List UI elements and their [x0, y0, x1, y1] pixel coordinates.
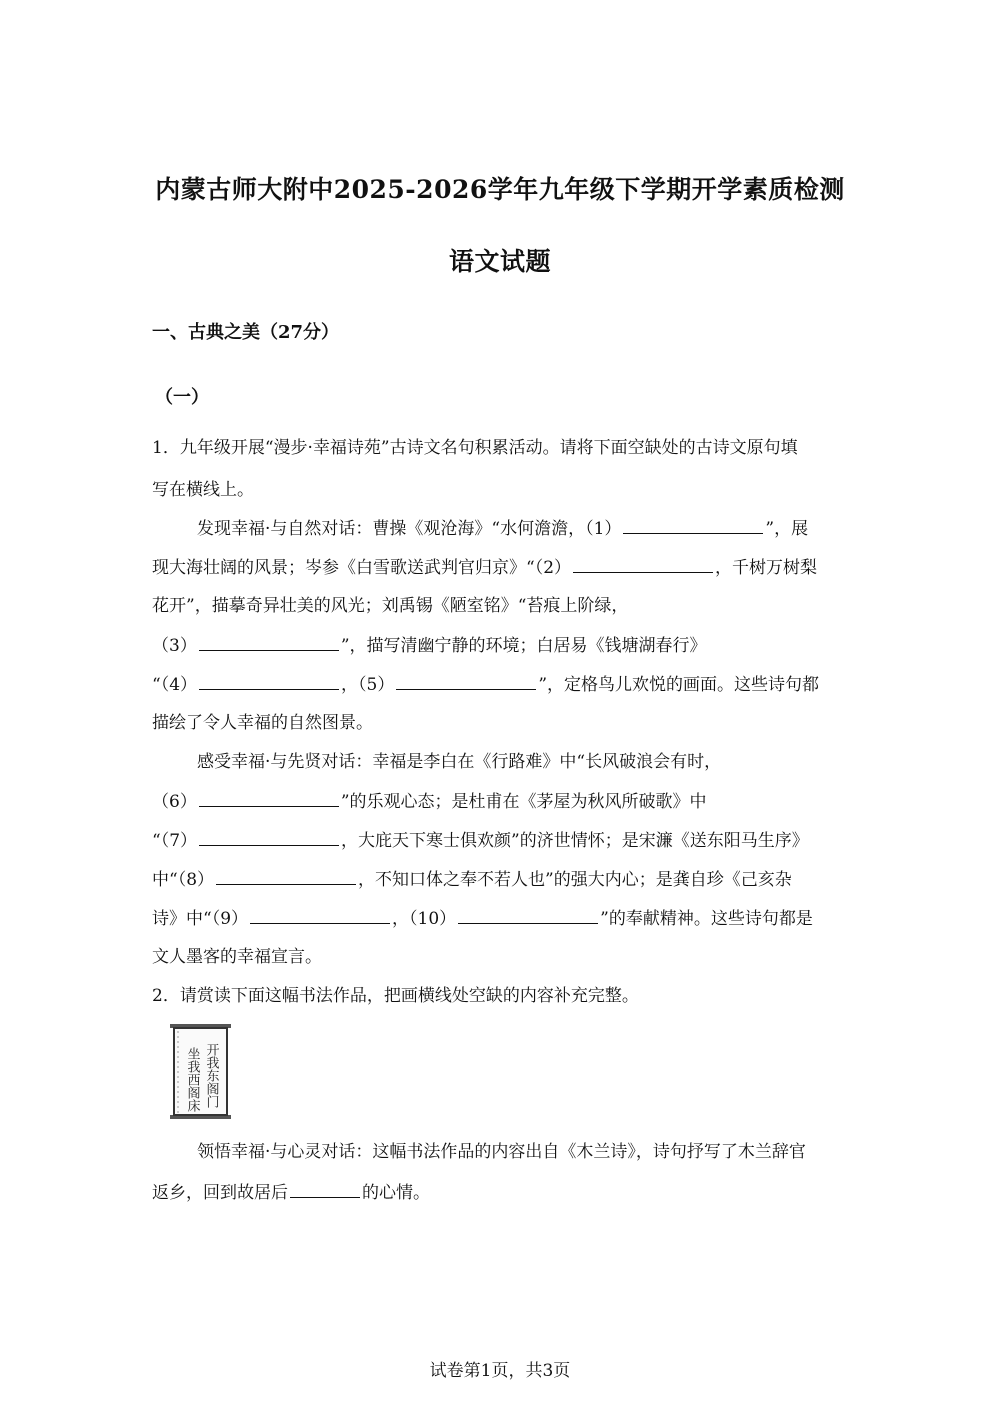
- q1-text: ，千树万树梨: [715, 558, 818, 578]
- section-heading: 一、古典之美（27分）: [152, 322, 340, 343]
- exam-title-line2: 语文试题: [448, 247, 551, 276]
- q1-text: “（7）: [152, 831, 198, 851]
- q1-text: ”，展: [765, 519, 809, 539]
- q1-text: 诗》中“（9）: [152, 909, 249, 929]
- q1-line-6: [152, 633, 852, 658]
- q1-text: （6）: [152, 792, 197, 812]
- q1-text: ”，定格鸟儿欢悦的画面。这些诗句都: [538, 675, 820, 695]
- q1-text: ，（10）: [392, 909, 457, 929]
- q1-line-13: [152, 906, 852, 931]
- calligraphy-column-right: 开我东阁门: [203, 1043, 219, 1108]
- q2-line-1: 2．请赏读下面这幅书法作品，把画横线处空缺的内容补充完整。: [152, 986, 639, 1006]
- answer-blank-3[interactable]: [199, 633, 339, 651]
- answer-blank-6[interactable]: [199, 789, 339, 807]
- answer-blank-q2[interactable]: [290, 1180, 360, 1198]
- q1-line-14: 文人墨客的幸福宣言。: [152, 947, 322, 967]
- q2-text: 的心情。: [362, 1183, 430, 1203]
- answer-blank-2[interactable]: [573, 555, 713, 573]
- q1-text: ”的奉献精神。这些诗句都是: [600, 909, 813, 929]
- q1-text: 中“（8）: [152, 870, 215, 890]
- q1-line-1: 1．九年级开展“漫步·幸福诗苑”古诗文名句积累活动。请将下面空缺处的古诗文原句填: [152, 438, 798, 458]
- subsection-heading: （一）: [155, 387, 209, 408]
- q1-line-2: 写在横线上。: [152, 480, 254, 500]
- answer-blank-8[interactable]: [216, 867, 356, 885]
- q2-line-2: 领悟幸福·与心灵对话：这幅书法作品的内容出自《木兰诗》，诗句抒写了木兰辞官: [197, 1142, 806, 1162]
- q1-line-5: 花开”，描摹奇异壮美的风光；刘禹锡《陋室铭》“苔痕上阶绿，: [152, 596, 629, 616]
- q1-text: （3）: [152, 636, 197, 656]
- q1-line-7: [152, 672, 852, 697]
- q1-line-4: [152, 555, 852, 580]
- answer-blank-7[interactable]: [199, 828, 339, 846]
- q1-text: “（4）: [152, 675, 198, 695]
- calligraphy-scroll-image: [168, 1023, 233, 1120]
- answer-blank-9[interactable]: [250, 906, 390, 924]
- q1-line-8: 描绘了令人幸福的自然图景。: [152, 713, 373, 733]
- answer-blank-10[interactable]: [458, 906, 598, 924]
- q1-text: 发现幸福·与自然对话：曹操《观沧海》“水何澹澹，（1）: [197, 519, 622, 539]
- q1-text: 现大海壮阔的风景；岑参《白雪歌送武判官归京》“（2）: [152, 558, 572, 578]
- answer-blank-1[interactable]: [623, 516, 763, 534]
- q1-line-3: [152, 516, 852, 541]
- q1-text: ，不知口体之奉不若人也”的强大内心；是龚自珍《己亥杂: [358, 870, 792, 890]
- q1-text: ，大庇天下寒士俱欢颜”的济世情怀；是宋濂《送东阳马生序》: [341, 831, 809, 851]
- q1-line-10: [152, 789, 852, 814]
- q1-text: ，（5）: [341, 675, 395, 695]
- q2-line-3: [152, 1180, 852, 1205]
- q1-line-9: 感受幸福·与先贤对话：幸福是李白在《行路难》中“长风破浪会有时，: [197, 752, 722, 772]
- exam-title-line1: 内蒙古师大附中2025-2026学年九年级下学期开学素质检测: [155, 175, 845, 204]
- answer-blank-4[interactable]: [199, 672, 339, 690]
- q2-text: 返乡，回到故居后: [152, 1183, 288, 1203]
- q1-text: ”，描写清幽宁静的环境；白居易《钱塘湖春行》: [340, 636, 707, 656]
- q1-text: ”的乐观心态；是杜甫在《茅屋为秋风所破歌》中: [340, 792, 707, 812]
- calligraphy-column-left: 坐我西阁床: [184, 1047, 200, 1112]
- q1-line-11: [152, 828, 852, 853]
- page-footer: 试卷第1页，共3页: [429, 1361, 571, 1381]
- answer-blank-5[interactable]: [396, 672, 536, 690]
- q1-line-12: [152, 867, 852, 892]
